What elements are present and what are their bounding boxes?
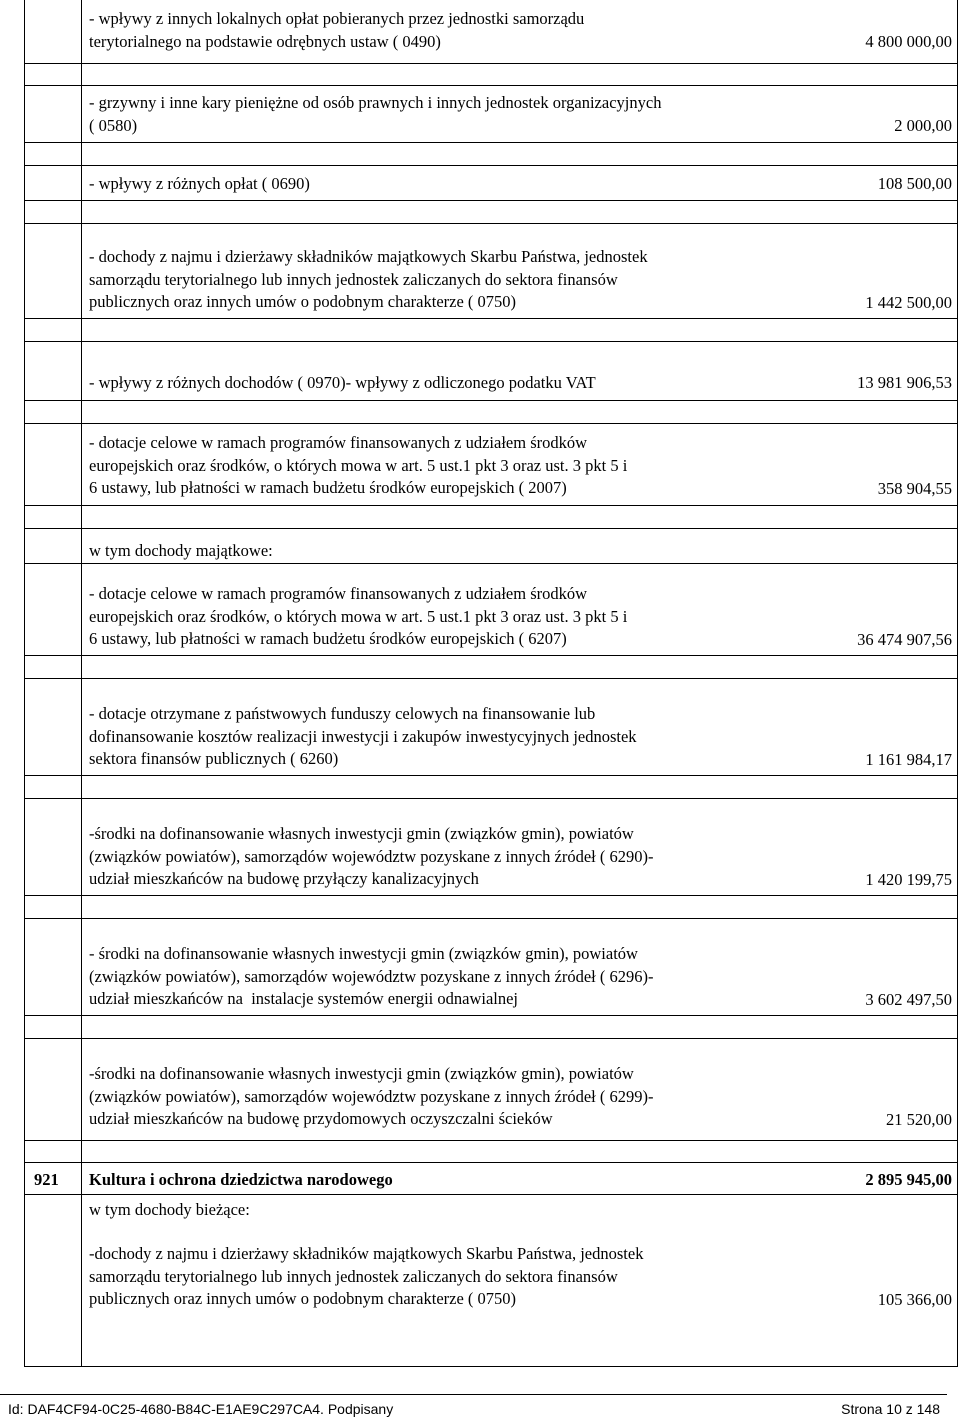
row-divider [24, 678, 958, 679]
row-amount: 3 602 497,50 [865, 990, 952, 1009]
section-title: Kultura i ochrona dziedzictwa narodowego [89, 1170, 393, 1189]
row-description: -środki na dofinansowanie własnych inwestycji gmin (związków gmin), powiatów (związków powiatów), samorządów województw pozyskane z innych źródeł ( 6299)- udział mieszkańców na budowę przydomowych oczyszczalni ścieków [89, 1064, 654, 1128]
row-amount: 1 161 984,17 [865, 750, 952, 769]
section-subtitle: w tym dochody bieżące: [89, 1200, 250, 1219]
row-divider [24, 400, 958, 401]
row-divider [24, 223, 958, 224]
section-amount: 2 895 945,00 [865, 1170, 952, 1189]
row-amount: 13 981 906,53 [857, 373, 952, 392]
row-divider [24, 1162, 958, 1163]
document-id: Id: DAF4CF94-0C25-4680-B84C-E1AE9C297CA4. Podpisany [8, 1401, 394, 1417]
row-divider [24, 505, 958, 506]
row-divider [24, 200, 958, 201]
row-amount: 36 474 907,56 [857, 630, 952, 649]
row-divider [24, 918, 958, 919]
row-description: - dotacje celowe w ramach programów finansowanych z udziałem środków europejskich oraz środków, o których mowa w art. 5 ust.1 pkt 3 oraz ust. 3 pkt 5 i 6 ustawy, lub płatności w ramach budżetu środków europejskich ( 2007) [89, 433, 628, 497]
row-description: - dotacje otrzymane z państwowych funduszy celowych na finansowanie lub dofinansowanie kosztów realizacji inwestycji i zakupów inwestycyjnych jednostek sektora finansów publicznych ( 6260) [89, 704, 637, 768]
row-divider [24, 1140, 958, 1141]
row-amount: 108 500,00 [877, 174, 952, 193]
row-divider [24, 563, 958, 564]
page-number: Strona 10 z 148 [841, 1401, 940, 1417]
row-amount: 4 800 000,00 [865, 32, 952, 51]
row-divider [24, 423, 958, 424]
row-divider [24, 1194, 958, 1195]
row-description: -środki na dofinansowanie własnych inwestycji gmin (związków gmin), powiatów (związków powiatów), samorządów województw pozyskane z innych źródeł ( 6290)- udział mieszkańców na budowę przyłączy kanalizacyjnych [89, 824, 654, 888]
row-divider [24, 775, 958, 776]
row-divider [24, 63, 958, 64]
row-divider [24, 1038, 958, 1039]
row-description: - grzywny i inne kary pieniężne od osób prawnych i innych jednostek organizacyjnych ( 0580) [89, 93, 662, 135]
section-item-amount: 105 366,00 [877, 1290, 952, 1309]
row-divider [24, 1015, 958, 1016]
row-description: - dochody z najmu i dzierżawy składników majątkowych Skarbu Państwa, jednostek samorządu terytorialnego lub innych jednostek zaliczanych do sektora finansów publicznych oraz innych umów o podobnym charakterze ( 0750) [89, 247, 648, 311]
row-amount: 2 000,00 [894, 116, 952, 135]
row-description: - wpływy z różnych opłat ( 0690) [89, 174, 310, 193]
row-divider [24, 895, 958, 896]
row-divider [24, 165, 958, 166]
section-number: 921 [34, 1170, 59, 1189]
row-amount: 358 904,55 [877, 479, 952, 498]
row-amount: 1 442 500,00 [865, 293, 952, 312]
table-border-bottom [24, 1366, 958, 1367]
row-divider [24, 341, 958, 342]
footer-rule [0, 1394, 947, 1395]
row-divider [24, 85, 958, 86]
row-divider [24, 318, 958, 319]
row-description: - dotacje celowe w ramach programów finansowanych z udziałem środków europejskich oraz środków, o których mowa w art. 5 ust.1 pkt 3 oraz ust. 3 pkt 5 i 6 ustawy, lub płatności w ramach budżetu środków europejskich ( 6207) [89, 584, 628, 648]
row-description: - środki na dofinansowanie własnych inwestycji gmin (związków gmin), powiatów (związków powiatów), samorządów województw pozyskane z innych źródeł ( 6296)- udział mieszkańców na instalacje systemów energii odnawialnej [89, 944, 654, 1008]
row-amount: 21 520,00 [886, 1110, 952, 1129]
row-divider [24, 655, 958, 656]
row-amount: 1 420 199,75 [865, 870, 952, 889]
row-divider [24, 798, 958, 799]
row-description: - wpływy z różnych dochodów ( 0970)- wpływy z odliczonego podatku VAT [89, 373, 596, 392]
row-description: - wpływy z innych lokalnych opłat pobieranych przez jednostki samorządu terytorialnego na podstawie odrębnych ustaw ( 0490) [89, 9, 585, 51]
row-divider [24, 528, 958, 529]
row-divider [24, 142, 958, 143]
row-description: w tym dochody majątkowe: [89, 541, 273, 560]
section-item-description: -dochody z najmu i dzierżawy składników majątkowych Skarbu Państwa, jednostek samorządu terytorialnego lub innych jednostek zaliczanych do sektora finansów publicznych oraz innych umów o podobnym charakterze ( 0750) [89, 1244, 644, 1308]
